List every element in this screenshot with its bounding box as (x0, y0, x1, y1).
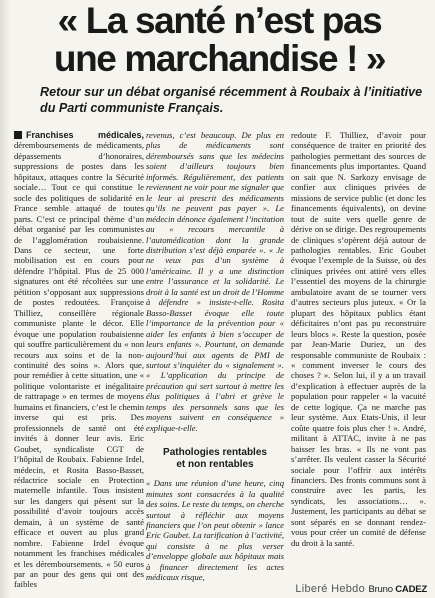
headline-line-2: une marchandise ! » (53, 38, 386, 79)
article-column-2 (146, 130, 284, 583)
article-column-3 (291, 130, 426, 575)
headline (10, 2, 429, 78)
square-bullet-icon (14, 131, 22, 139)
column-1-text: déremboursements de médicaments, dépassements d’honoraires, suppressions de postes dans les hôpitaux, attaques contre la Sécurité sociale… Tout ce qui constitue le socle des politiques de solidarité en France semble attaqué de toutes parts. C’est ce principal thème d’un débat organisé par les communistes de l’agglomération roubaisienne. Dans ce secteur, une forte mobilisation est en cours pour défendre l’hôpital. Plus de 25 000 signatures ont été récoltées sur une pétition s’opposant aux suppressions de postes redoutées. Françoise Thilliez, conseillère régionale communiste plante le décor. Elle évoque une population roubaisienne qui souffre particulièrement du « non recours aux soins et de la non-continuité des soins ». Alors que, pour remédier à cette situation, une « politique volontariste et inégalitaire de rattrapage » en termes de moyens humains et financiers, c’est le chemin inverse qui est pris. Des professionnels de santé ont été invités à donner leur avis. Eric Goubet, syndicaliste CGT de l’hôpital de Roubaix. Fabienne Irdel, médecin, et Rosita Basso-Basset, rédactrice sociale en Protection maternelle infantile. Tous insistent sur les dangers qui pèsent sur la possibilité d’avoir toujours accès demain, à un système de santé efficace et ouvert au plus grand nombre. Fabienne Irdel évoque notamment les franchises médicales et les déremboursements. « 50 euros par an pour des gens qui ont des faibles (14, 140, 144, 590)
author-last-name: CADEZ (395, 584, 427, 595)
subheading (146, 447, 284, 470)
column-1-paragraph (14, 130, 144, 590)
author-first-name: Bruno (368, 584, 393, 595)
article-column-1 (14, 130, 144, 590)
author-byline (368, 584, 427, 595)
headline-line-1: « La santé n’est pas (57, 0, 382, 41)
column-3-text: redoute F. Thilliez, d’avoir pour conséquence de traiter en priorité des pathologies permettant des sources de financements plus importantes. Quand on sait que N. Sarkozy envisage de confier aux cliniques privées de missions de service public (et donc les financements équivalents), on devine tout de suite vers quelle genre de dérive on se dirige. Des regroupements de cliniques s’opèrent déjà autour de pathologies rentables. Eric Goubet évoque l’exemple de la Suisse, où des cliniques privées ont attiré vers elles l’essentiel des moyens de la chirurgie ambulatoire avant de se tourner vers d’autres secteurs plus juteux. « Or la plupart des hôpitaux publics étant déficitaires n’ont pas pu reconstruire leurs blocs ». Reste la question, posée par Jean-Marie Duriez, un des responsable communiste de Roubaix : « comment inverser le cours des choses ? ». Selon lui, il y a un travail d’explication à effectuer auprès de la population pour rappeler « la vacuité de cette logique. Ça ne marche pas leur système. Aux Etats-Unis, il leur coûte quatre fois plus cher ! ». André, militant à ATTAC, invite à ne pas baisser les bras. « Ils ne vont pas s’arrêter. Ils veulent casser la Sécurité sociale pour l’offrir aux intérêts financiers. Des fronts communs sont à construire avec les partis, les syndicats, les associations… ». Justement, les participants au débat se sont séparés en se donnant rendez-vous pour créer un comité de défense du droit à la santé. (291, 130, 426, 548)
standfirst: Retour sur un débat organisé récemment à Roubaix à l’initiative du Parti communiste Français. (40, 85, 423, 115)
publication-name: Liberé Hebdo (295, 583, 365, 595)
scan-fold-shadow (0, 0, 10, 598)
column-2-text-top: revenus, c’est beaucoup. De plus en plus de médicaments sont déremboursés sans que les médecins soient d’ailleurs toujours bien informés. Régulièrement, des patients reviennent ne voir pour me signaler que le leur ai prescrit des médicaments qu’ils ne peuvent pas payer ». Le médecin dénonce également l’incitation au « recours mercantile à l’automédication dont la grande distribution s’est déjà emparée ». « Je ne veux pas d’un système à l’américaine. Il y a une distinction entre l’assurance et la solidarité. Le droit à la santé est un droit de l’Homme à défendre » insiste-t-elle. Rosita Basso-Basset évoque elle toute l’importance de la prévention pour « aider les enfants à bien s’occuper de leurs enfants ». Pourtant, on demande aujourd’hui aux agents de PMI de surtout s’inquiéter du « signalement ». « L’application du principe de précaution qui sert surtout à mettre les élus politiques à l’abri et grève le temps des personnels sans que les moyens suivent en conséquence » explique-t-elle. (146, 130, 284, 433)
subheading-line-1: Pathologies rentables (163, 447, 267, 459)
subheading-line-2: et non rentables (176, 458, 254, 470)
footer-credit (237, 579, 427, 595)
column-2-text-bottom: « Dans une réunion d’une heure, cinq minutes sont consacrées à la qualité des soins. Le reste du temps, on cherche surtout à réfléchir aux moyens financiers que l’on peut obtenir » lance Eric Goubet. La tarification à l’activité, qui consiste à ne plus verser d’enveloppe globale aux hôpitaux mais à financer directement les actes médicaux risque, (146, 478, 284, 583)
lead-in: Franchises médicales, (26, 130, 144, 140)
